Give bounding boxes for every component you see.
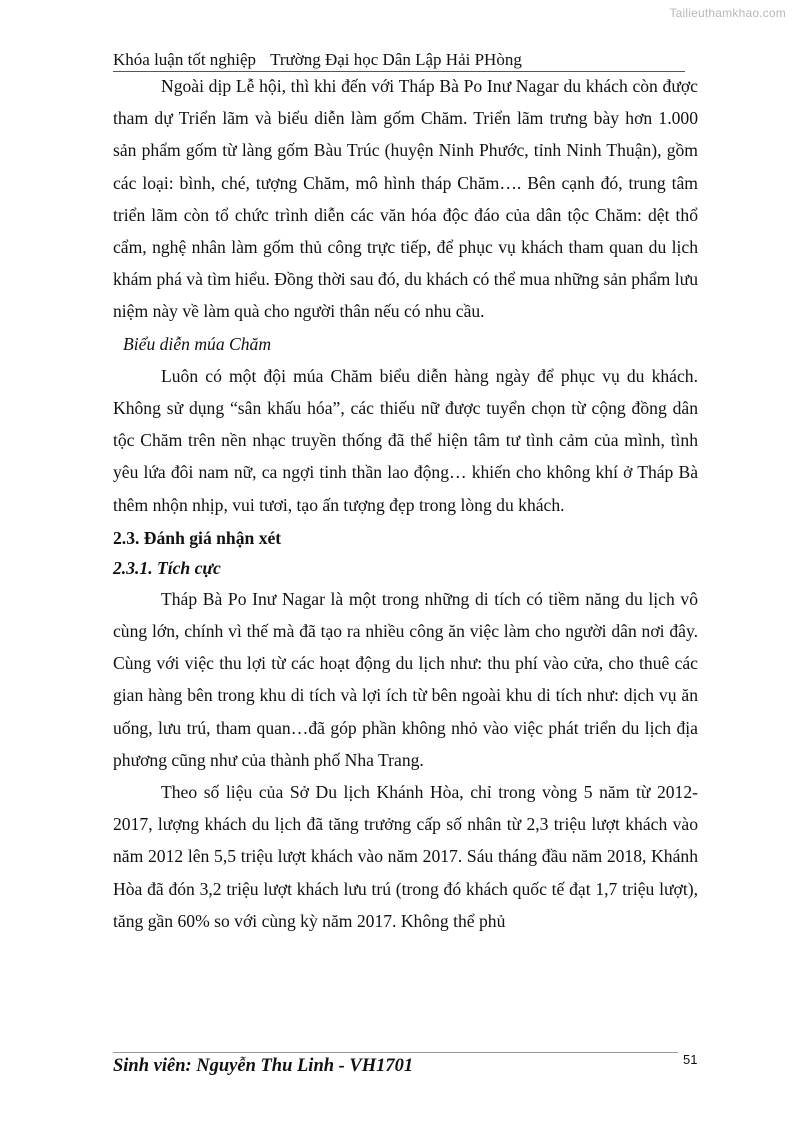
subheading-cham-dance: Biểu diễn múa Chăm	[123, 333, 272, 354]
paragraph-tourism-statistics: Theo số liệu của Sở Du lịch Khánh Hòa, chỉ trong vòng 5 năm từ 2012-2017, lượng khách du lịch đã tăng trưởng cấp số nhân từ 2,3 triệu lượt khách vào năm 2012 lên 5,5 triệu lượt khách vào năm 2017. Sáu tháng đầu năm 2018, Khánh Hòa đã đón 3,2 triệu lượt khách lưu trú (trong đó khách quốc tế đạt 1,7 triệu lượt), tăng gần 60% so với cùng kỳ năm 2017. Không thể phủ	[113, 782, 698, 931]
document-body	[113, 70, 698, 937]
section-heading: 2.3. Đánh giá nhận xét	[113, 527, 282, 548]
paragraph-cham-dance: Luôn có một đội múa Chăm biểu diễn hàng ngày để phục vụ du khách. Không sử dụng “sân khấu hóa”, các thiếu nữ được tuyển chọn từ cộng đồng dân tộc Chăm trên nền nhạc truyền thống đã thể hiện tâm tư tình cảm của mình, tình yêu lứa đôi nam nữ, ca ngợi tinh thần lao động… khiến cho không khí ở Tháp Bà thêm nhộn nhịp, vui tươi, tạo ấn tượng đẹp trong lòng du khách.	[113, 365, 698, 515]
subsection-heading: 2.3.1. Tích cực	[113, 557, 221, 578]
header-university: Trường Đại học Dân Lập Hải PHòng	[270, 50, 522, 69]
paragraph-positive-impact: Tháp Bà Po Inư Nagar là một trong những di tích có tiềm năng du lịch vô cùng lớn, chính vì thế mà đã tạo ra nhiều công ăn việc làm cho người dân nơi đây. Cùng với việc thu lợi từ các hoạt động du lịch như: thu phí vào cửa, cho thuê các gian hàng bên trong khu di tích và lợi ích từ bên ngoài khu di tích như: dịch vụ ăn uống, lưu trú, tham quan…đã góp phần không nhỏ vào việc phát triển du lịch địa phương cũng như của thành phố Nha Trang.	[113, 588, 698, 770]
footer-student: Sinh viên: Nguyễn Thu Linh - VH1701	[113, 1056, 414, 1076]
page-header	[113, 49, 685, 71]
header-thesis-label: Khóa luận tốt nghiệp	[113, 50, 257, 69]
paragraph-ceramics-exhibition: Ngoài dịp Lễ hội, thì khi đến với Tháp Bà Po Inư Nagar du khách còn được tham dự Triển lãm và biểu diễn làm gốm Chăm. Triển lãm trưng bày hơn 1.000 sản phẩm gốm từ làng gốm Bàu Trúc (huyện Ninh Phước, tỉnh Ninh Thuận), gồm các loại: bình, ché, tượng Chăm, mô hình tháp Chăm…. Bên cạnh đó, trung tâm triển lãm còn tổ chức trình diễn các văn hóa độc đáo của dân tộc Chăm: dệt thổ cẩm, nghệ nhân làm gốm thủ công trực tiếp, để phục vụ khách tham quan du lịch khám phá và tìm hiểu. Đồng thời sau đó, du khách có thể mua những sản phẩm lưu niệm này về làm quà cho người thân nếu có nhu cầu.	[113, 76, 698, 322]
page-number: 51	[683, 1052, 698, 1067]
watermark: Tailieuthamkhao.com	[669, 6, 786, 20]
footer-divider	[113, 1052, 678, 1053]
